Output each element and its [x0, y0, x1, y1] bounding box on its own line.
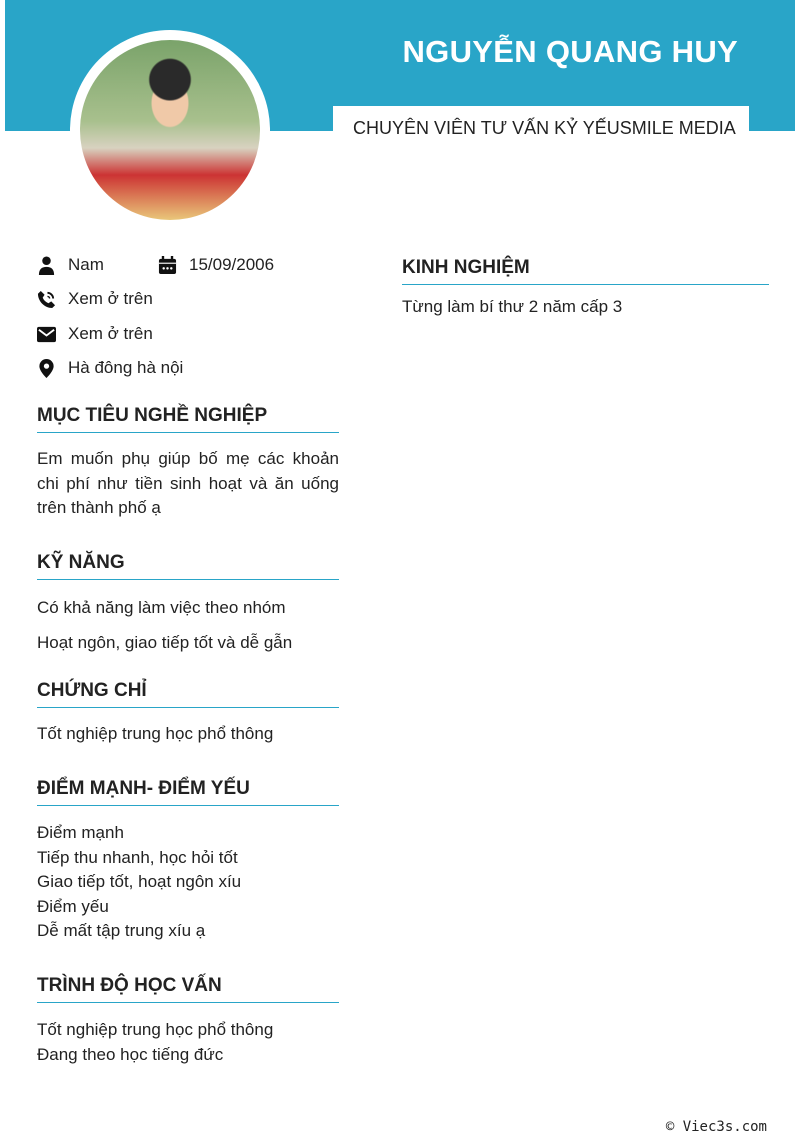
section-experience [402, 257, 769, 320]
contact-birthday [158, 255, 274, 275]
calendar-icon [158, 256, 177, 275]
contact-email [37, 324, 153, 344]
strength-line: Điểm yếu [37, 896, 109, 916]
location-pin-icon [37, 359, 56, 378]
phone-value: Xem ở trên [68, 289, 153, 308]
job-title: CHUYÊN VIÊN TƯ VẤN KỶ YẾUSMILE MEDIA [333, 106, 749, 150]
section-heading: MỤC TIÊU NGHỀ NGHIỆP [37, 405, 339, 433]
skill-item: Có khả năng làm việc theo nhóm [37, 598, 286, 617]
section-education [37, 975, 339, 1067]
contact-gender [37, 255, 104, 275]
candidate-name: NGUYỄN QUANG HUY [402, 34, 738, 69]
section-heading: ĐIỂM MẠNH- ĐIỂM YẾU [37, 778, 339, 806]
certificate-item: Tốt nghiệp trung học phổ thông [37, 724, 274, 743]
strength-line: Dễ mất tập trung xíu ạ [37, 921, 206, 940]
section-heading: KINH NGHIỆM [402, 257, 769, 285]
objective-text: Em muốn phụ giúp bố mẹ các khoản chi phí như tiền sinh hoạt và ăn uống trên thành phố ạ [37, 449, 339, 517]
person-icon [37, 256, 56, 275]
address-value: Hà đông hà nội [68, 358, 184, 377]
skill-item: Hoạt ngôn, giao tiếp tốt và dễ gẫn [37, 632, 293, 652]
envelope-icon [37, 325, 56, 344]
strength-line: Điểm mạnh [37, 823, 124, 842]
section-objective [37, 405, 339, 521]
strength-line: Tiếp thu nhanh, học hỏi tốt [37, 847, 238, 867]
section-certificates [37, 680, 339, 747]
contact-phone [37, 289, 153, 309]
education-line: Đang theo học tiếng đức [37, 1044, 224, 1064]
contact-address [37, 358, 183, 378]
section-skills [37, 552, 339, 655]
gender-value: Nam [68, 255, 104, 274]
email-value: Xem ở trên [68, 324, 153, 343]
birthday-value: 15/09/2006 [189, 255, 275, 274]
experience-text: Từng làm bí thư 2 năm cấp 3 [402, 297, 623, 316]
avatar-photo [80, 40, 260, 220]
section-heading: TRÌNH ĐỘ HỌC VẤN [37, 975, 339, 1003]
section-heading: KỸ NĂNG [37, 552, 339, 580]
section-strengths [37, 778, 339, 944]
strength-line: Giao tiếp tốt, hoạt ngôn xíu [37, 872, 242, 891]
footer-watermark: © Viec3s.com [665, 1119, 767, 1135]
education-line: Tốt nghiệp trung học phổ thông [37, 1020, 274, 1039]
section-heading: CHỨNG CHỈ [37, 680, 339, 708]
avatar [70, 30, 270, 230]
phone-icon [37, 290, 56, 309]
